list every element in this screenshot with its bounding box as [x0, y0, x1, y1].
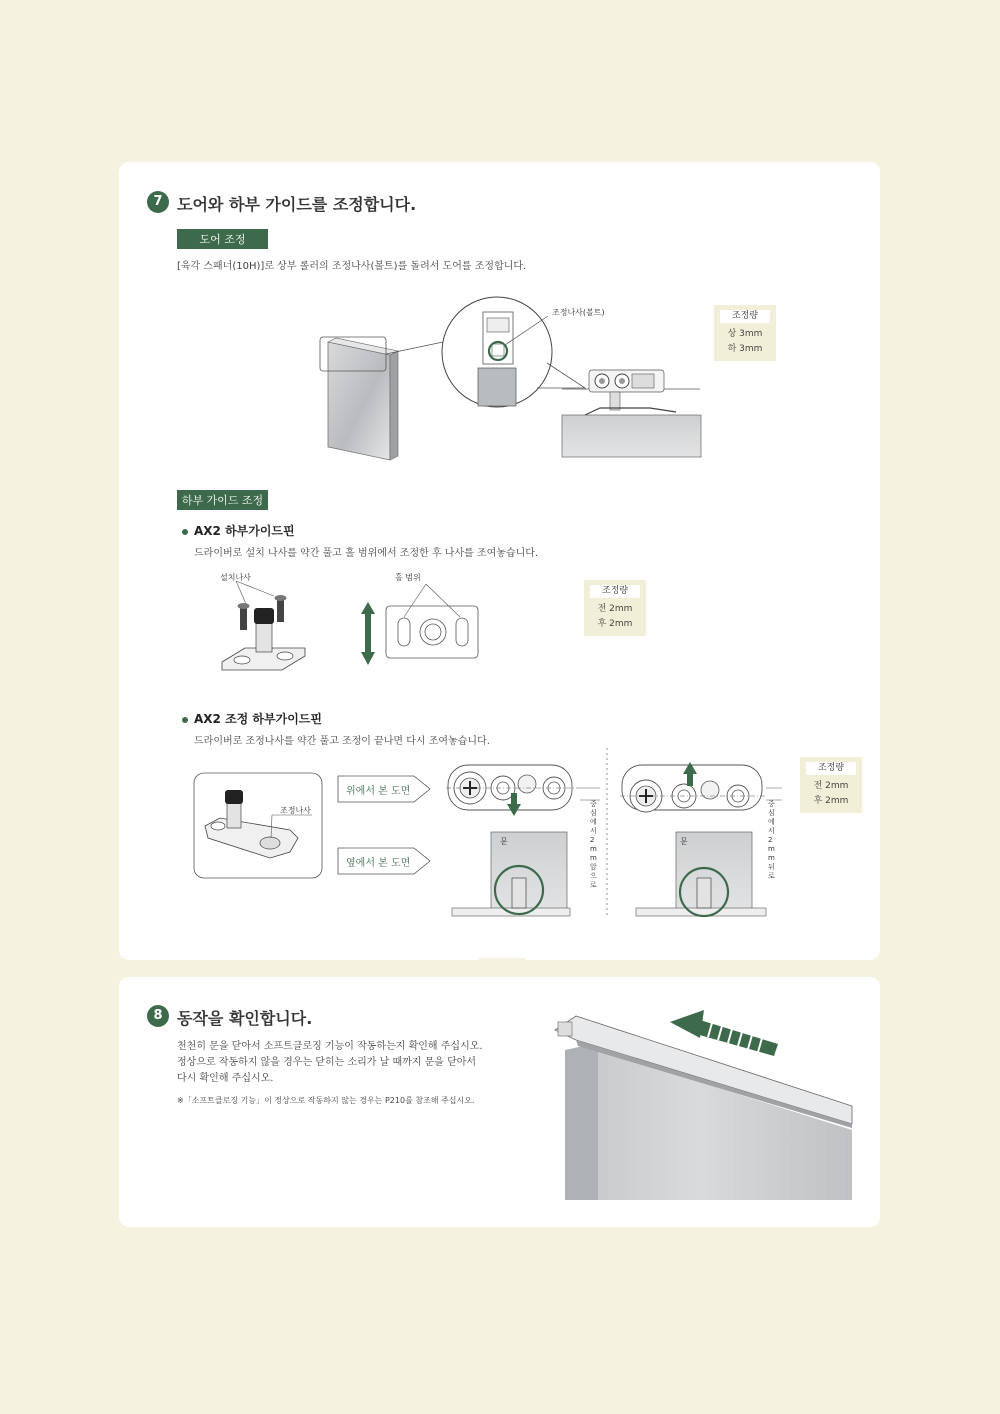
amount-line-down: 하 3mm	[727, 344, 763, 354]
step-7-badge: 7	[147, 191, 169, 213]
amount-line-up: 상 3mm	[727, 329, 763, 339]
view-from-top-label: 위에서 본 도면	[346, 786, 411, 797]
amount-header: 조정량	[590, 585, 640, 598]
lower-guide-tag: 하부 가이드 조정	[177, 490, 268, 510]
left-offset-note: 중심에서 2mm 앞으로	[590, 800, 597, 889]
adjust-screw-label: 조정나사	[280, 806, 311, 815]
amount-line-back: 후 2mm	[597, 619, 633, 629]
step-8-title: 동작을 확인합니다.	[177, 1009, 313, 1028]
right-offset-note: 중심에서 2mm 뒤로	[768, 800, 775, 880]
check-note: ※「소프트클로징 기능」이 정상으로 작동하지 않는 경우는 P210를 참조해 주십시오.	[177, 1096, 475, 1105]
ax2-adjust-guide-title: AX2 조정 하부가이드핀	[182, 710, 322, 727]
door-label-left: 문	[500, 837, 508, 846]
check-line-3: 다시 확인해 주십시오.	[177, 1073, 274, 1084]
amount-header: 조정량	[720, 310, 770, 323]
step-8-badge: 8	[147, 1005, 169, 1027]
door-adjust-tag: 도어 조정	[177, 229, 268, 249]
ax2-adjust-guide-description: 드라이버로 조정나사를 약간 풀고 조정이 끝나면 다시 조여놓습니다.	[194, 736, 490, 747]
ax2-guide-title: AX2 하부가이드핀	[182, 522, 295, 539]
hole-range-label: 홀 범위	[395, 573, 421, 582]
bolt-callout-label: 조정나사(볼트)	[552, 308, 605, 317]
door-adjust-description: [육각 스패너(10H)]로 상부 롤러의 조정나사(볼트)를 돌려서 도어를 조정합니다.	[177, 261, 527, 272]
ax2-guide-description: 드라이버로 설치 나사를 약간 풀고 홀 범위에서 조정한 후 나사를 조여놓습니다.	[194, 548, 539, 559]
check-line-2: 정상으로 작동하지 않을 경우는 닫히는 소리가 날 때까지 문을 닫아서	[177, 1057, 477, 1068]
amount-line-front: 전 2mm	[597, 604, 633, 614]
install-screw-label: 설치나사	[220, 573, 251, 582]
step-7-title: 도어와 하부 가이드를 조정합니다.	[177, 195, 417, 214]
check-line-1: 천천히 문을 닫아서 소프트클로징 기능이 작동하는지 확인해 주십시오.	[177, 1041, 483, 1052]
door-label-right: 문	[680, 837, 688, 846]
amount-line-back: 후 2mm	[813, 796, 849, 806]
amount-line-front: 전 2mm	[813, 781, 849, 791]
amount-header: 조정량	[806, 762, 856, 775]
view-from-side-label: 옆에서 본 도면	[346, 858, 411, 869]
